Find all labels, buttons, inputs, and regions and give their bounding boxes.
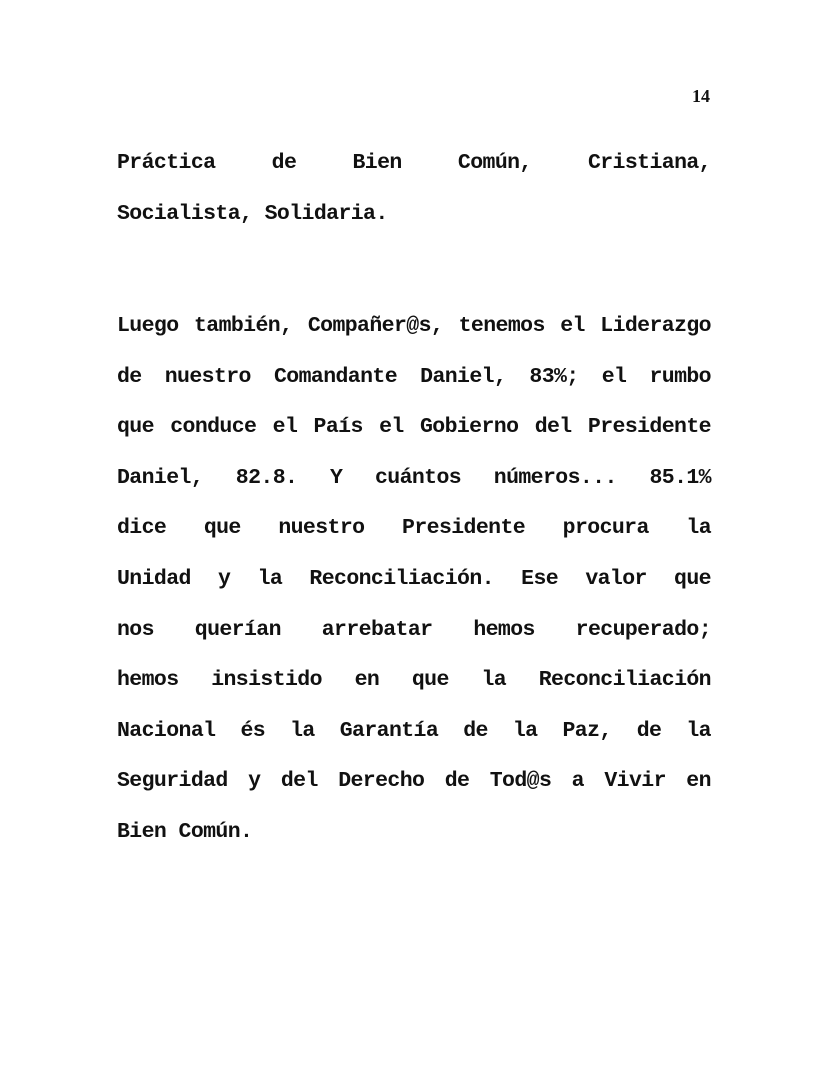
word: Derecho [338, 769, 425, 794]
word: Bien [352, 151, 402, 175]
word: Liderazgo [600, 314, 711, 338]
word: Tod@s [489, 769, 552, 794]
word: insistido [211, 668, 322, 693]
word: Seguridad [117, 769, 228, 794]
word: y [248, 769, 261, 794]
word: la [512, 718, 538, 743]
word: Común, [457, 151, 532, 175]
word: también, [193, 314, 293, 338]
word: de [444, 769, 470, 794]
text-line: Bien Común. [117, 819, 253, 844]
text-line [117, 605, 711, 656]
word: nuestro [164, 364, 251, 389]
word: hemos [117, 668, 179, 693]
word: la [290, 718, 315, 743]
word: nuestro [278, 516, 365, 541]
text-line [117, 402, 711, 453]
word: de [117, 364, 142, 389]
word: el [601, 364, 627, 389]
text-line [117, 503, 711, 554]
word: y [218, 566, 231, 591]
word: que [411, 668, 449, 693]
word: 83%; [529, 364, 579, 389]
word: Paz, [562, 718, 612, 743]
word: que [117, 415, 154, 440]
word: hemos [473, 617, 535, 642]
text-line: Socialista, Solidaria. [117, 201, 388, 226]
word: Presidente [402, 516, 526, 541]
word: procura [562, 516, 649, 541]
word: dice [117, 516, 167, 541]
word: Práctica [117, 151, 216, 175]
word: el [560, 314, 585, 338]
paragraph-2 [117, 301, 711, 858]
text-line [117, 706, 711, 757]
word: Gobierno [419, 415, 519, 440]
text-line [117, 138, 711, 189]
word: rumbo [649, 364, 711, 389]
text-line [117, 301, 711, 352]
text-line [117, 655, 711, 706]
word: Y [329, 465, 343, 490]
word: la [257, 566, 283, 591]
word: de [636, 718, 662, 743]
word: és [240, 718, 266, 743]
word: cuántos [374, 465, 462, 490]
word: que [203, 516, 241, 541]
word: en [354, 668, 380, 693]
page-number: 14 [692, 86, 710, 106]
word: País [313, 415, 363, 440]
word: la [481, 668, 507, 693]
text-line [117, 554, 711, 605]
word: Reconciliación [538, 668, 711, 693]
word: 82.8. [235, 465, 298, 490]
word: de [463, 718, 488, 743]
word: de [271, 151, 297, 175]
word: Daniel, [117, 465, 204, 490]
word: Daniel, [420, 364, 507, 389]
text-line [117, 453, 711, 504]
word: conduce [170, 415, 257, 440]
word: números... [493, 465, 617, 490]
word: Cristiana, [587, 151, 711, 175]
word: en [686, 769, 711, 794]
word: valor [585, 566, 647, 591]
text-line [117, 756, 711, 807]
word: la [686, 516, 711, 541]
word: Vivir [604, 769, 666, 794]
word: del [280, 769, 318, 794]
paragraph-1 [117, 138, 711, 239]
word: arrebatar [321, 617, 433, 642]
word: Nacional [117, 718, 216, 743]
word: recuperado; [575, 617, 711, 642]
word: el [379, 415, 404, 440]
word: 85.1% [649, 465, 711, 490]
word: a [571, 769, 584, 794]
word: nos [117, 617, 154, 642]
word: Presidente [587, 415, 711, 440]
word: querían [194, 617, 281, 642]
word: Unidad [117, 566, 191, 591]
word: tenemos [458, 314, 545, 338]
word: del [534, 415, 572, 440]
word: Garantía [339, 718, 439, 743]
word: Reconciliación. [309, 566, 494, 591]
word: Compañer@s, [307, 314, 444, 338]
word: el [272, 415, 298, 440]
word: Ese [521, 566, 559, 591]
word: la [686, 718, 711, 743]
word: Luego [117, 314, 179, 338]
word: que [674, 566, 711, 591]
word: Comandante [273, 364, 398, 389]
text-line [117, 352, 711, 403]
